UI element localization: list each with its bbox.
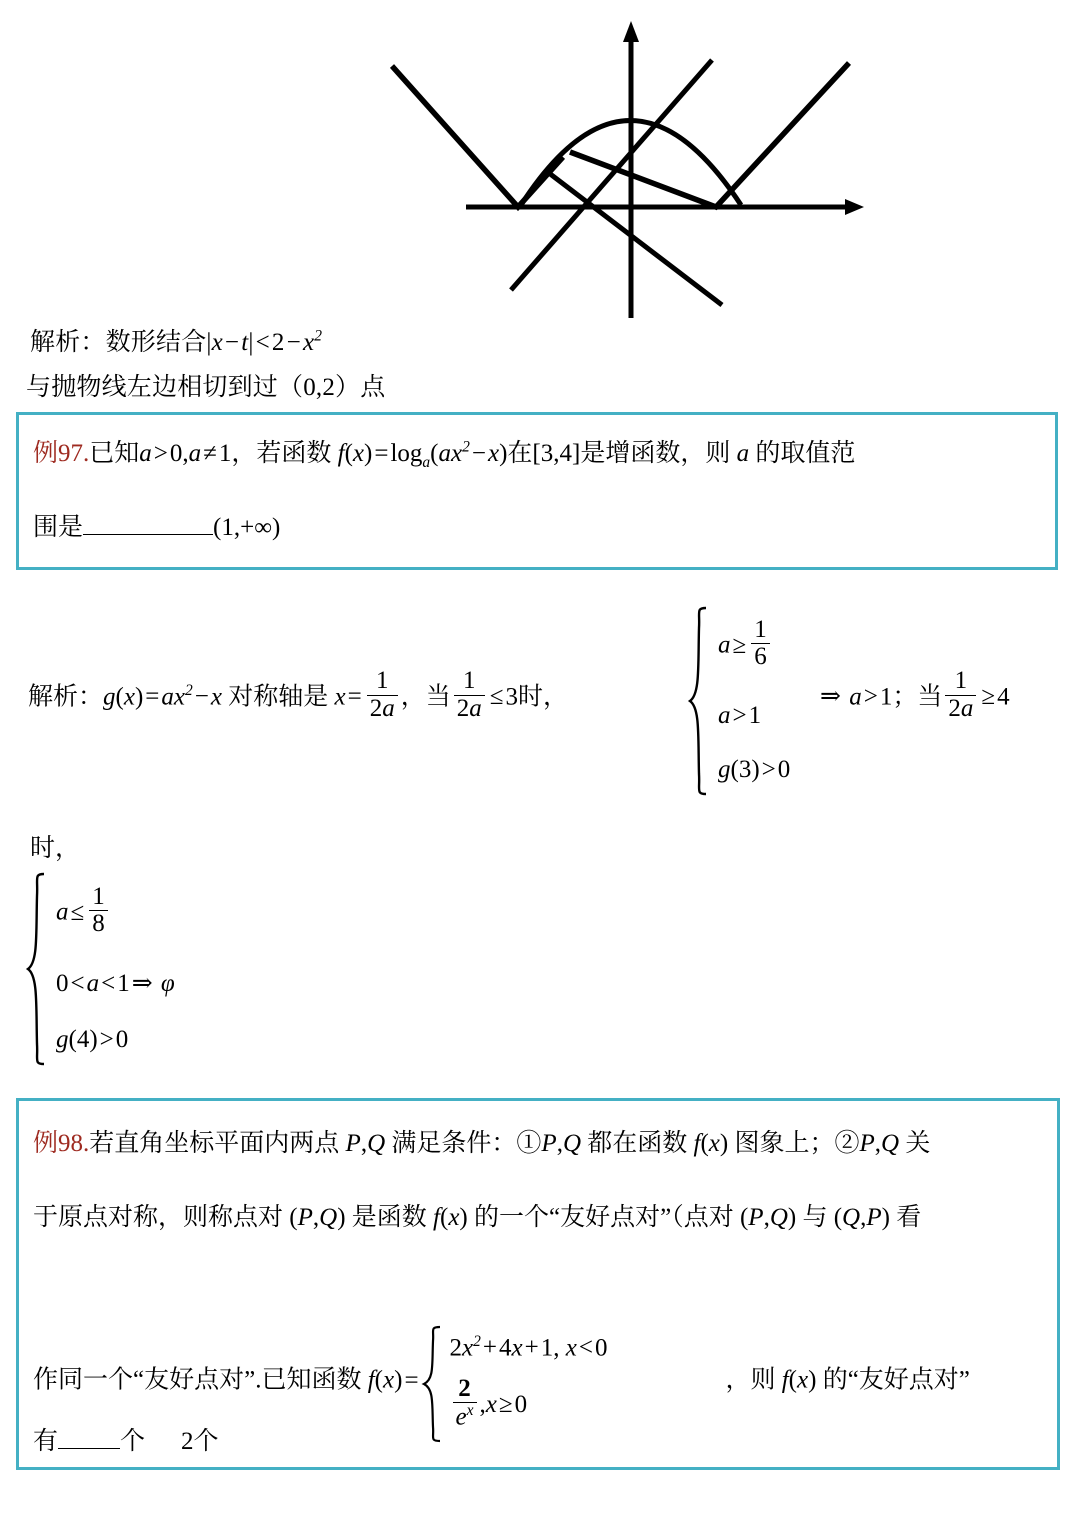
system-2-row-1: a≤ $\frac{1}{8}$ (56, 887, 175, 941)
example-97-number: 97. (58, 440, 90, 467)
system-1-rows (712, 606, 790, 796)
piecewise-brace (421, 1325, 445, 1443)
system-1-row-3: g(3)>0 (718, 755, 791, 783)
solution-97-prefix: 解析： (28, 683, 104, 711)
solution-97-system-1 (686, 606, 790, 796)
example-97-line-1: 例97.已知a>0,a≠1，若函数 $f(x)=\log_a(ax^2-x)$在[3,4]是增函数，则 a 的取值范 (33, 438, 856, 471)
example-98-answer: 2个 (181, 1428, 219, 1455)
example-98-line-1: 例98.若直角坐标平面内两点 P,Q 满足条件：①P,Q 都在函数 f(x) 图象上；②P,Q 关 (33, 1130, 931, 1157)
y-axis-arrow (623, 21, 639, 42)
solution-97-system-2 (24, 872, 175, 1067)
graph-svg (0, 0, 1080, 318)
piecewise-rows (445, 1325, 608, 1443)
example-98-answer-blank[interactable] (58, 1426, 120, 1449)
frac-1-2a-a: $\frac{1}{2a}$ (367, 668, 398, 722)
solution-97-when2-tail: 时， (30, 835, 81, 862)
piecewise-row-1: $2x^2+4x+1$, x<0 (449, 1332, 608, 1362)
example-98-box (16, 1098, 1060, 1470)
example-98-line-3: 作同一个“友好点对”.已知函数 f(x)= $2x^2+4x+1$, x<0 $\frac{2}{e^x}$ ,x≥0 ，则 f(x) 的“友好点对” (33, 1323, 970, 1441)
example-97-box (16, 412, 1058, 570)
example-97-answer: (1,+∞) (213, 514, 281, 541)
piecewise-row-2: $\frac{2}{e^x}$ ,x≥0 (450, 1379, 608, 1434)
frac-1-2a-b: $\frac{1}{2a}$ (454, 668, 485, 722)
frac-2-over-ex: $\frac{2}{e^x}$ (453, 1376, 477, 1431)
example-98-unit: 个 (120, 1428, 146, 1455)
graph-figure (0, 0, 1080, 318)
system-1-row-1: a≥ $\frac{1}{6}$ (718, 620, 790, 674)
abs-right-branch (570, 63, 849, 207)
system-1-row-2: a>1 (718, 701, 762, 729)
example-98-label: 例 (33, 1130, 59, 1157)
system-2-rows (50, 872, 175, 1067)
left-brace-1 (686, 606, 712, 796)
example-98-line-4 (33, 1421, 219, 1457)
analysis-top-math: $|x-t|<2-x^2$ (206, 327, 323, 356)
analysis-top-line-2: 与抛物线左边相切到过（0,2）点 (26, 374, 386, 401)
solution-97-implies-and-when2: ⇒ a>1；当 $\frac{1}{2a}$ ≥4 (820, 667, 1010, 722)
x-axis-arrow (845, 199, 864, 215)
solution-97-main: 解析：$g(x)=ax^2-x$ 对称轴是 x= $\frac{1}{2a}$ ，当 $\frac{1}{2a}$ ≤3时， (28, 667, 568, 722)
system-2-row-3: g(4)>0 (56, 1025, 129, 1053)
example-98-piecewise (421, 1325, 608, 1443)
system-2-row-2: 0<a<1⇒ φ (56, 970, 175, 998)
analysis-top-prefix: 解析：数形结合 (30, 329, 207, 356)
left-brace-2 (24, 872, 50, 1067)
example-97-answer-prefix: 围是 (33, 514, 84, 541)
example-97-line-2 (33, 507, 280, 543)
analysis-top-line-1 (30, 322, 322, 358)
example-98-line-2: 于原点对称，则称点对 (P,Q) 是函数 f(x) 的一个“友好点对”（点对 (P,Q) 与 (Q,P) 看 (33, 1204, 922, 1231)
example-98-number: 98. (58, 1130, 90, 1157)
example-98-answer-prefix: 有 (33, 1428, 59, 1455)
abs-left-branch (392, 66, 563, 207)
example-97-answer-blank[interactable] (83, 512, 213, 535)
example-97-known: 已知 (89, 440, 140, 467)
frac-1-2a-c: $\frac{1}{2a}$ (945, 668, 976, 722)
example-97-label: 例 (33, 440, 59, 467)
